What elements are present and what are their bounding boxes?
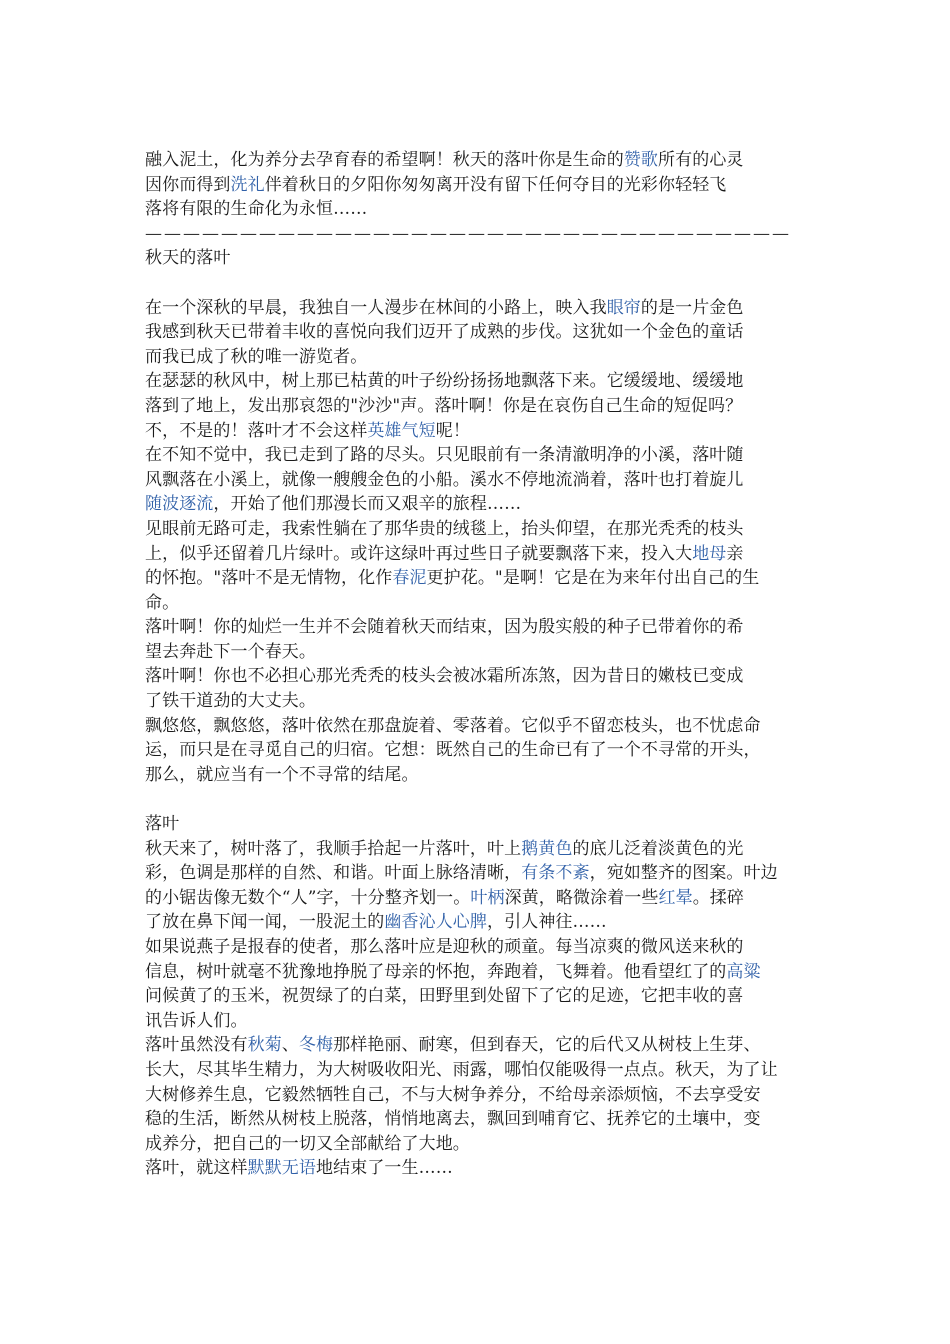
text-segment: 如果说燕子是报春的使者，那么落叶应是迎秋的顽童。每当凉爽的微风送来秋的 [145,937,744,957]
text-segment: 见眼前无路可走，我索性躺在了那华贵的绒毯上，抬头仰望，在那光秃秃的枝头 [145,518,744,539]
text-segment: 所有的心灵 [658,150,744,170]
text-segment: 落到了地上，发出那哀怨的"沙沙"声。落叶啊！你是在哀伤自己生命的短促吗？ [145,395,743,416]
text-line [145,369,815,394]
text-segment: 因你而得到 [145,174,231,195]
text-line [145,345,815,370]
text-segment: 望去奔赴下一个春天。 [145,641,316,662]
text-segment: 那样艳丽、耐寒，但到春天，它的后代又从树枝上生芽、 [333,1035,761,1056]
text-segment: 落叶，就这样 [145,1158,248,1179]
text-line [145,910,815,935]
text-line [145,1058,815,1083]
section-title [145,246,815,271]
keyword-link[interactable]: 春泥 [392,568,427,589]
section-title [145,812,815,837]
text-segment: —————————————————————————————————— [145,223,791,244]
keyword-link[interactable]: 有条不紊 [521,863,590,884]
text-segment: 落将有限的生命化为永恒…… [145,199,368,220]
text-segment: 伴着秋日的夕阳你匆匆离开没有留下任何夺目的光彩你轻轻飞 [264,174,727,195]
text-segment: ，引人神往…… [487,912,607,933]
text-line [145,1107,815,1132]
text-segment: 而我已成了秋的唯一游览者。 [145,346,368,367]
text-segment: 长大，尽其毕生精力，为大树吸收阳光、雨露，哪怕仅能吸得一点点。秋天，为了让 [145,1059,778,1080]
text-line [145,935,815,960]
text-segment: 飘悠悠，飘悠悠，落叶依然在那盘旋着、零落着。它似乎不留恋枝头，也不忧虑命 [145,715,761,736]
text-line [145,714,815,739]
text-segment: 的是一片金色 [640,297,744,318]
text-line [145,960,815,985]
text-segment: ，宛如整齐的图案。叶边 [589,863,778,884]
text-line [145,1033,815,1058]
text-line [145,296,815,321]
text-segment: 了放在鼻下闻一闻，一股泥土的 [145,912,385,933]
text-line [145,492,815,517]
text-line [145,837,815,862]
keyword-link[interactable]: 红晕 [658,887,693,908]
text-line [145,763,815,788]
text-segment: 我感到秋天已带着丰收的喜悦向我们迈开了成熟的步伐。这犹如一个金色的童话 [145,322,744,343]
text-segment: 大树修养生息，它毅然牺牲自己，不与大树争养分，不给母亲添烦恼，不去享受安 [145,1084,761,1105]
text-line [145,615,815,640]
text-segment: 在瑟瑟的秋风中，树上那已枯黄的叶子纷纷扬扬地飘落下来。它缓缓地、缓缓地 [145,371,744,392]
text-segment: 了铁干道劲的大丈夫。 [145,691,316,712]
text-line [145,394,815,419]
text-line [145,1132,815,1157]
text-line [145,148,815,173]
text-segment: 上，似乎还留着几片绿叶。或许这绿叶再过些日子就要飘落下来，投入大 [145,543,693,564]
keyword-link[interactable]: 鹅黄色 [521,838,573,859]
text-line [145,468,815,493]
text-segment: 呢！ [435,420,470,441]
text-line [145,689,815,714]
keyword-link[interactable]: 叶柄 [470,887,505,908]
text-segment: 亲 [726,543,744,564]
text-line [145,517,815,542]
text-line [145,542,815,567]
text-segment: 问候黄了的玉米，祝贺绿了的白菜，田野里到处留下了它的足迹，它把丰收的喜 [145,986,744,1007]
text-segment: 的底儿泛着淡黄色的光 [572,838,744,859]
text-segment: 风飘落在小溪上，就像一艘艘金色的小船。溪水不停地流淌着，落叶也打着旋儿 [145,469,744,490]
text-segment: 的小锯齿像无数个“人”字，十分整齐划一。 [145,887,471,908]
text-segment: 稳的生活，断然从树枝上脱落，悄悄地离去，飘回到哺育它、抚养它的土壤中，变 [145,1109,761,1130]
text-segment: 。揉碎 [692,887,745,908]
text-line [145,861,815,886]
text-segment: 落叶虽然没有 [145,1035,248,1056]
keyword-link[interactable]: 高粱 [726,961,761,982]
text-segment: 地结束了一生…… [316,1158,453,1179]
text-segment: 那么，就应当有一个不寻常的结尾。 [145,764,419,785]
keyword-link[interactable]: 洗礼 [230,174,265,195]
keyword-link[interactable]: 幽香沁人心脾 [384,912,488,933]
text-segment: ，开始了他们那漫长而又艰辛的旅程…… [213,494,522,515]
text-line [145,197,815,222]
text-segment: 彩，色调是那样的自然、和谐。叶面上脉络清晰， [145,863,522,884]
text-segment: 更护花。"是啊！它是在为来年付出自己的生 [426,568,760,589]
text-segment: 运，而只是在寻觅自己的归宿。它想：既然自己的生命已有了一个不寻常的开头， [145,740,761,761]
text-segment: 融入泥土，化为养分去孕育春的希望啊！秋天的落叶你是生命的 [145,150,624,170]
text-line [145,320,815,345]
text-segment: 在一个深秋的早晨，我独自一人漫步在林间的小路上，映入我 [145,297,607,318]
text-line [145,738,815,763]
text-segment: 落叶啊！你的灿烂一生并不会随着秋天而结束，因为殷实般的种子已带着你的希 [145,617,744,638]
text-line [145,173,815,198]
article-body [145,148,815,1181]
text-line [145,443,815,468]
text-segment: 在不知不觉中，我已走到了路的尽头。只见眼前有一条清澈明净的小溪，落叶随 [145,445,744,466]
text-segment: 的怀抱。"落叶不是无情物，化作 [145,568,393,589]
keyword-link[interactable]: 地母 [692,543,727,564]
keyword-link[interactable]: 英雄气短 [367,420,436,441]
keyword-link[interactable]: 随波逐流 [145,494,214,515]
text-line [145,1156,815,1181]
keyword-link[interactable]: 冬梅 [298,1035,334,1056]
text-segment: 成养分，把自己的一切又全部献给了大地。 [145,1133,470,1154]
text-line [145,1083,815,1108]
keyword-link[interactable]: 眼帘 [606,297,641,318]
text-line [145,886,815,911]
text-segment: 落叶 [145,814,180,835]
text-segment: 不，不是的！落叶才不会这样 [145,420,368,441]
keyword-link[interactable]: 赞歌 [623,150,659,170]
keyword-link[interactable]: 默默无语 [247,1158,317,1179]
keyword-link[interactable]: 秋菊 [247,1035,282,1056]
text-line [145,591,815,616]
text-line [145,984,815,1009]
text-segment: 、 [281,1035,299,1056]
text-line [145,1009,815,1034]
text-segment: 信息，树叶就毫不犹豫地挣脱了母亲的怀抱，奔跑着，飞舞着。他看望红了的 [145,961,727,982]
text-line [145,664,815,689]
text-segment: 深黄，略微涂着一些 [504,887,659,908]
text-segment: 秋天的落叶 [145,248,231,269]
text-segment: 秋天来了，树叶落了，我顺手拾起一片落叶，叶上 [145,838,522,859]
text-line [145,566,815,591]
text-segment: 命。 [145,592,180,613]
text-line [145,640,815,665]
divider-rule [145,222,815,247]
blank-line [145,787,815,812]
blank-line [145,271,815,296]
text-segment: 讯告诉人们。 [145,1010,248,1031]
text-segment: 落叶啊！你也不必担心那光秃秃的枝头会被冰霜所冻煞，因为昔日的嫩枝已变成 [145,666,744,687]
text-line [145,419,815,444]
